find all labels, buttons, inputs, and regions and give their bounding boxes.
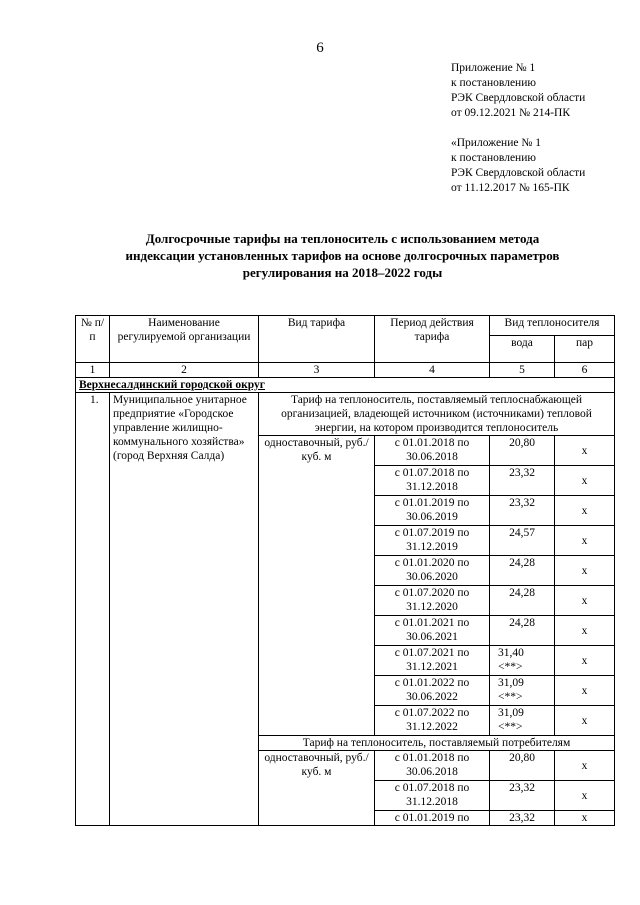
steam-value: х — [555, 436, 615, 466]
title-line: Долгосрочные тарифы на теплоноситель с использованием метода — [145, 231, 540, 246]
group-label-row — [76, 393, 615, 436]
header-water: вода — [490, 336, 555, 363]
period-cell: с 01.01.2019 по 30.06.2019 — [375, 496, 490, 526]
water-value: 23,32 — [490, 811, 555, 826]
period-cell: с 01.01.2018 по 30.06.2018 — [375, 751, 490, 781]
water-value: 31,40 <**> — [490, 646, 555, 676]
water-value: 23,32 — [490, 496, 555, 526]
water-value: 24,28 — [490, 586, 555, 616]
steam-value: х — [555, 676, 615, 706]
steam-value: х — [555, 586, 615, 616]
steam-value: х — [555, 466, 615, 496]
annex-line: РЭК Свердловской области — [451, 167, 586, 179]
steam-value: х — [555, 751, 615, 781]
water-value: 20,80 — [490, 751, 555, 781]
period-cell: с 01.07.2021 по 31.12.2021 — [375, 646, 490, 676]
header-org: Наименование регулируемой организации — [110, 316, 259, 363]
title-line: регулирования на 2018–2022 годы — [242, 265, 443, 280]
period-cell: с 01.01.2018 по 30.06.2018 — [375, 436, 490, 466]
annex-line: «Приложение № 1 — [451, 137, 541, 149]
page-number: 6 — [316, 40, 324, 56]
period-cell: с 01.07.2022 по 31.12.2022 — [375, 706, 490, 736]
tariff-table — [75, 315, 615, 826]
period-cell: с 01.07.2019 по 31.12.2019 — [375, 526, 490, 556]
col-number: 2 — [110, 363, 259, 378]
annex-original — [451, 136, 631, 196]
group2-label: Тариф на теплоноситель, поставляемый потребителям — [259, 736, 615, 751]
steam-value: х — [555, 496, 615, 526]
group1-label: Тариф на теплоноситель, поставляемый теплоснабжающей организацией, владеющей источником (источниками) тепловой энергии, на котором производится теплоноситель — [259, 393, 615, 436]
steam-value: х — [555, 556, 615, 586]
period-cell: с 01.07.2020 по 31.12.2020 — [375, 586, 490, 616]
header-period: Период действия тарифа — [375, 316, 490, 363]
header-num: № п/п — [76, 316, 110, 363]
col-number: 6 — [555, 363, 615, 378]
period-cell: с 01.07.2018 по 31.12.2018 — [375, 781, 490, 811]
region-name: Верхнесалдинский городской округ — [76, 378, 615, 393]
title-line: индексации установленных тарифов на основе долгосрочных параметров — [125, 248, 560, 263]
water-value: 23,32 — [490, 466, 555, 496]
header-row — [76, 316, 615, 336]
header-steam: пар — [555, 336, 615, 363]
steam-value: х — [555, 706, 615, 736]
period-cell: с 01.01.2022 по 30.06.2022 — [375, 676, 490, 706]
steam-value: х — [555, 646, 615, 676]
water-value: 31,09 <**> — [490, 706, 555, 736]
steam-value: х — [555, 616, 615, 646]
header-carrier: Вид теплоносителя — [490, 316, 615, 336]
col-number: 1 — [76, 363, 110, 378]
period-cell: с 01.01.2019 по — [375, 811, 490, 826]
annex-line: Приложение № 1 — [451, 62, 536, 74]
water-value: 24,28 — [490, 616, 555, 646]
group2-kind: одноставочный, руб./куб. м — [259, 751, 375, 826]
water-value: 20,80 — [490, 436, 555, 466]
col-number: 5 — [490, 363, 555, 378]
water-value: 24,28 — [490, 556, 555, 586]
annex-line: от 09.12.2021 № 214-ПК — [451, 107, 571, 119]
annex-line: РЭК Свердловской области — [451, 92, 586, 104]
column-number-row — [76, 363, 615, 378]
region-row — [76, 378, 615, 393]
steam-value: х — [555, 781, 615, 811]
annex-line: к постановлению — [451, 152, 536, 164]
header-tariff-type: Вид тарифа — [259, 316, 375, 363]
group1-kind: одноставочный, руб./куб. м — [259, 436, 375, 736]
steam-value: х — [555, 811, 615, 826]
water-value: 23,32 — [490, 781, 555, 811]
row-number: 1. — [76, 393, 110, 826]
annex-line: к постановлению — [451, 77, 536, 89]
water-value: 31,09 <**> — [490, 676, 555, 706]
organization-name: Муниципальное унитарное предприятие «Городское управление жилищно-коммунального хозяйства» (город Верхняя Салда) — [110, 393, 259, 826]
annex-current — [451, 61, 631, 121]
water-value: 24,57 — [490, 526, 555, 556]
period-cell: с 01.07.2018 по 31.12.2018 — [375, 466, 490, 496]
steam-value: х — [555, 526, 615, 556]
document-title — [70, 230, 615, 281]
col-number: 4 — [375, 363, 490, 378]
annex-line: от 11.12.2017 № 165-ПК — [451, 182, 570, 194]
col-number: 3 — [259, 363, 375, 378]
period-cell: с 01.01.2020 по 30.06.2020 — [375, 556, 490, 586]
period-cell: с 01.01.2021 по 30.06.2021 — [375, 616, 490, 646]
